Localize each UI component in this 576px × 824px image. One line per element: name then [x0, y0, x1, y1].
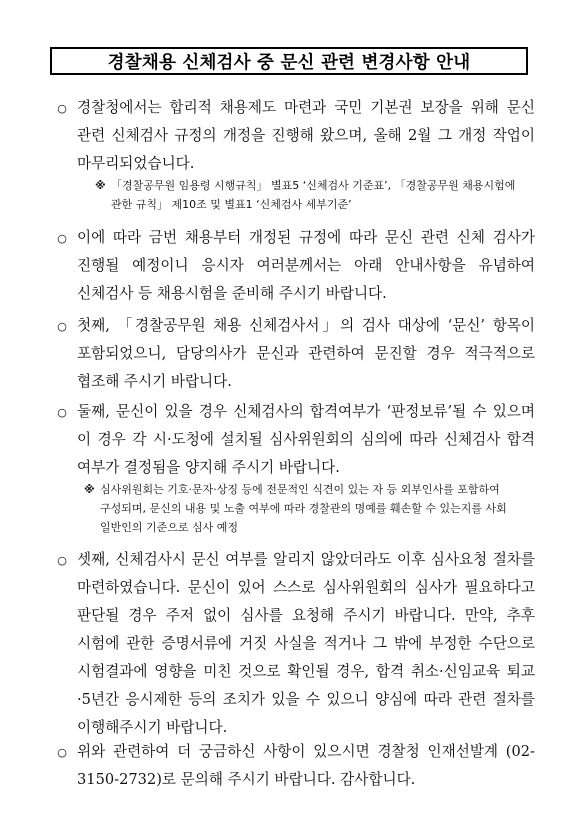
page-title: 경찰채용 신체검사 중 문신 관련 변경사항 안내	[107, 52, 471, 73]
section-4-text: 둘째, 문신이 있을 경우 신체검사의 합격여부가 ‘판정보류’될 수 있으며 이 경우 각 시·도청에 설치될 심사위원회의 심의에 따라 신체검사 합격 여부가 결정됨을 양지해 주시기 바랍니다.	[77, 403, 535, 476]
note-1-text: 「경찰공무원 임용령 시행규칙」 별표5 ‘신체검사 기준표’, 「경찰공무원 채용시험에 관한 규칙」 제10조 및 별표1 ‘신체검사 세부기준’	[111, 179, 516, 211]
section-5-text: 셋째, 신체검사시 문신 여부를 알리지 않았더라도 이후 심사요청 절차를 마련하였습니다. 문신이 있어 스스로 심사위원회의 심사가 필요하다고 판단될 경우 주저 없이 심사를 요청해 주시기 바랍니다. 만약, 추후 시험에 관한 증명서류에 거짓 사실을 적거나 그 밖에 부정한 수단으로 시험결과에 영향을 미친 것으로 확인될 경우, 합격 취소·신임교육 퇴교·5년간 응시제한 등의 조치가 있을 수 있으니 양심에 따라 관련 절차를 이행해주시기 바랍니다.	[77, 551, 535, 736]
note-mark-icon: ※	[95, 179, 106, 192]
title-box	[50, 47, 528, 75]
section-6-text: 위와 관련하여 더 궁금하신 사항이 있으시면 경찰청 인재선발계 (02-3150-2732)로 문의해 주시기 바랍니다. 감사합니다.	[77, 743, 535, 788]
bullet-icon: ○	[57, 319, 67, 333]
bullet-icon: ○	[57, 745, 67, 759]
section-2-text: 이에 따라 금번 채용부터 개정된 규정에 따라 문신 관련 신체 검사가 진행될 예정이니 응시자 여러분께서는 아래 안내사항을 유념하여 신체검사 등 채용시험을 준비해 주시기 바랍니다.	[77, 229, 535, 302]
section-3-text: 첫째, 「경찰공무원 채용 신체검사서」의 검사 대상에 ‘문신’ 항목이 포함되었으니, 담당의사가 문신과 관련하여 문진할 경우 적극적으로 협조해 주시기 바랍니다.	[77, 317, 535, 390]
bullet-icon: ○	[57, 231, 67, 245]
bullet-icon: ○	[57, 553, 67, 567]
bullet-icon: ○	[57, 101, 67, 115]
note-mark-icon: ※	[84, 483, 95, 496]
section-1-text: 경찰청에서는 합리적 채용제도 마련과 국민 기본권 보장을 위해 문신 관련 신체검사 규정의 개정을 진행해 왔으며, 올해 2월 그 개정 작업이 마무리되었습니다.	[77, 99, 535, 172]
note-2-text: 심사위원회는 기호·문자·상징 등에 전문적인 식견이 있는 자 등 외부인사를 포함하여 구성되며, 문신의 내용 및 노출 여부에 따라 경찰관의 명예를 훼손할 수 있는지를 사회 일반인의 기준으로 심사 예정	[100, 483, 507, 534]
bullet-icon: ○	[57, 405, 67, 419]
